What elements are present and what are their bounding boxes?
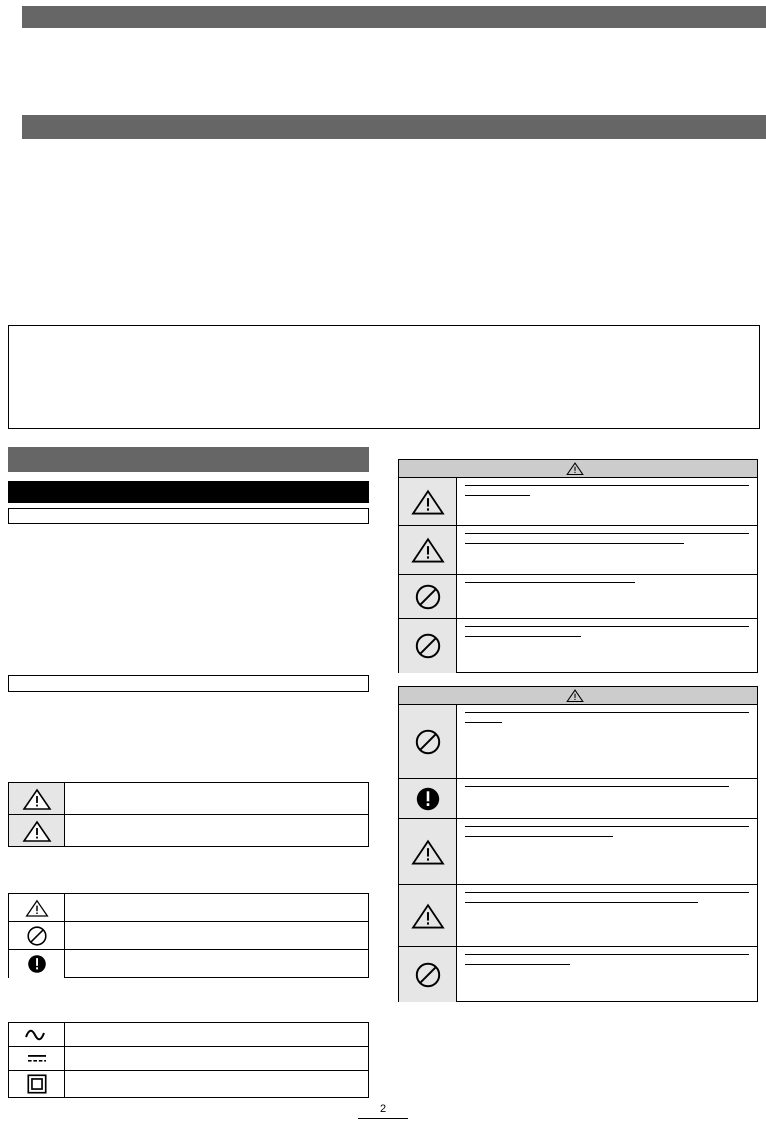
warning-triangle-icon [9,894,65,921]
warning-table-header [399,460,757,478]
caution-table [398,686,758,1002]
warning-triangle-icon [399,885,457,946]
table-row [9,950,368,978]
table-row [399,478,757,526]
table-row [399,619,757,673]
warning-triangle-icon [399,819,457,884]
warning-table [398,459,758,673]
warning-level-table [8,782,369,847]
table-row [399,705,757,779]
table-row [9,1071,368,1097]
table-row [9,815,368,846]
prohibition-circle-icon [399,705,457,778]
caution-level-text [65,815,368,846]
dc-line-icon [9,1047,65,1070]
prohibition-circle-icon [399,575,457,618]
table-row [399,779,757,819]
prohibition-circle-icon [399,947,457,1002]
electrical-symbol-table [8,1022,369,1098]
left-title-bar [8,481,369,503]
warning-level-text [65,783,368,814]
electrical-symbol-text [65,1071,368,1097]
intro-note-box [8,325,760,429]
table-row [399,947,757,1002]
mandatory-filled-circle-icon [9,950,65,978]
prohibition-circle-icon [9,922,65,949]
table-row [9,922,368,950]
symbol-meaning-text [65,950,368,978]
warning-triangle-icon [566,688,584,703]
caution-table-header [399,687,757,705]
symbol-meaning-table [8,893,369,978]
page-number: 2 [379,1103,387,1115]
caution-item-text [457,779,757,818]
table-row [399,526,757,575]
warning-triangle-icon [9,783,65,814]
symbol-meaning-text [65,894,368,921]
table-row [399,575,757,619]
table-row [399,885,757,947]
table-row [9,894,368,922]
warning-triangle-icon [399,526,457,574]
caution-item-text [457,947,757,1002]
warning-item-text [457,575,757,618]
left-section-band [8,447,369,472]
table-row [9,1023,368,1047]
top-header-band [22,6,766,28]
table-row [399,819,757,885]
warning-triangle-icon [566,461,584,476]
ac-tilde-icon [9,1023,65,1046]
prohibition-circle-icon [399,619,457,673]
left-note-box [8,675,369,692]
electrical-symbol-text [65,1047,368,1070]
table-row [9,1047,368,1071]
caution-item-text [457,819,757,884]
electrical-symbol-text [65,1023,368,1046]
warning-item-text [457,526,757,574]
class-ii-square-icon [9,1071,65,1097]
warning-item-text [457,619,757,673]
warning-triangle-icon [399,478,457,525]
warning-item-text [457,478,757,525]
caution-item-text [457,885,757,946]
left-subtitle-bar [8,508,369,524]
symbol-meaning-text [65,922,368,949]
warning-triangle-icon [9,815,65,846]
section-header-band [22,115,766,139]
mandatory-filled-circle-icon [399,779,457,818]
caution-item-text [457,705,757,778]
table-row [9,783,368,815]
footer-divider [358,1118,408,1119]
